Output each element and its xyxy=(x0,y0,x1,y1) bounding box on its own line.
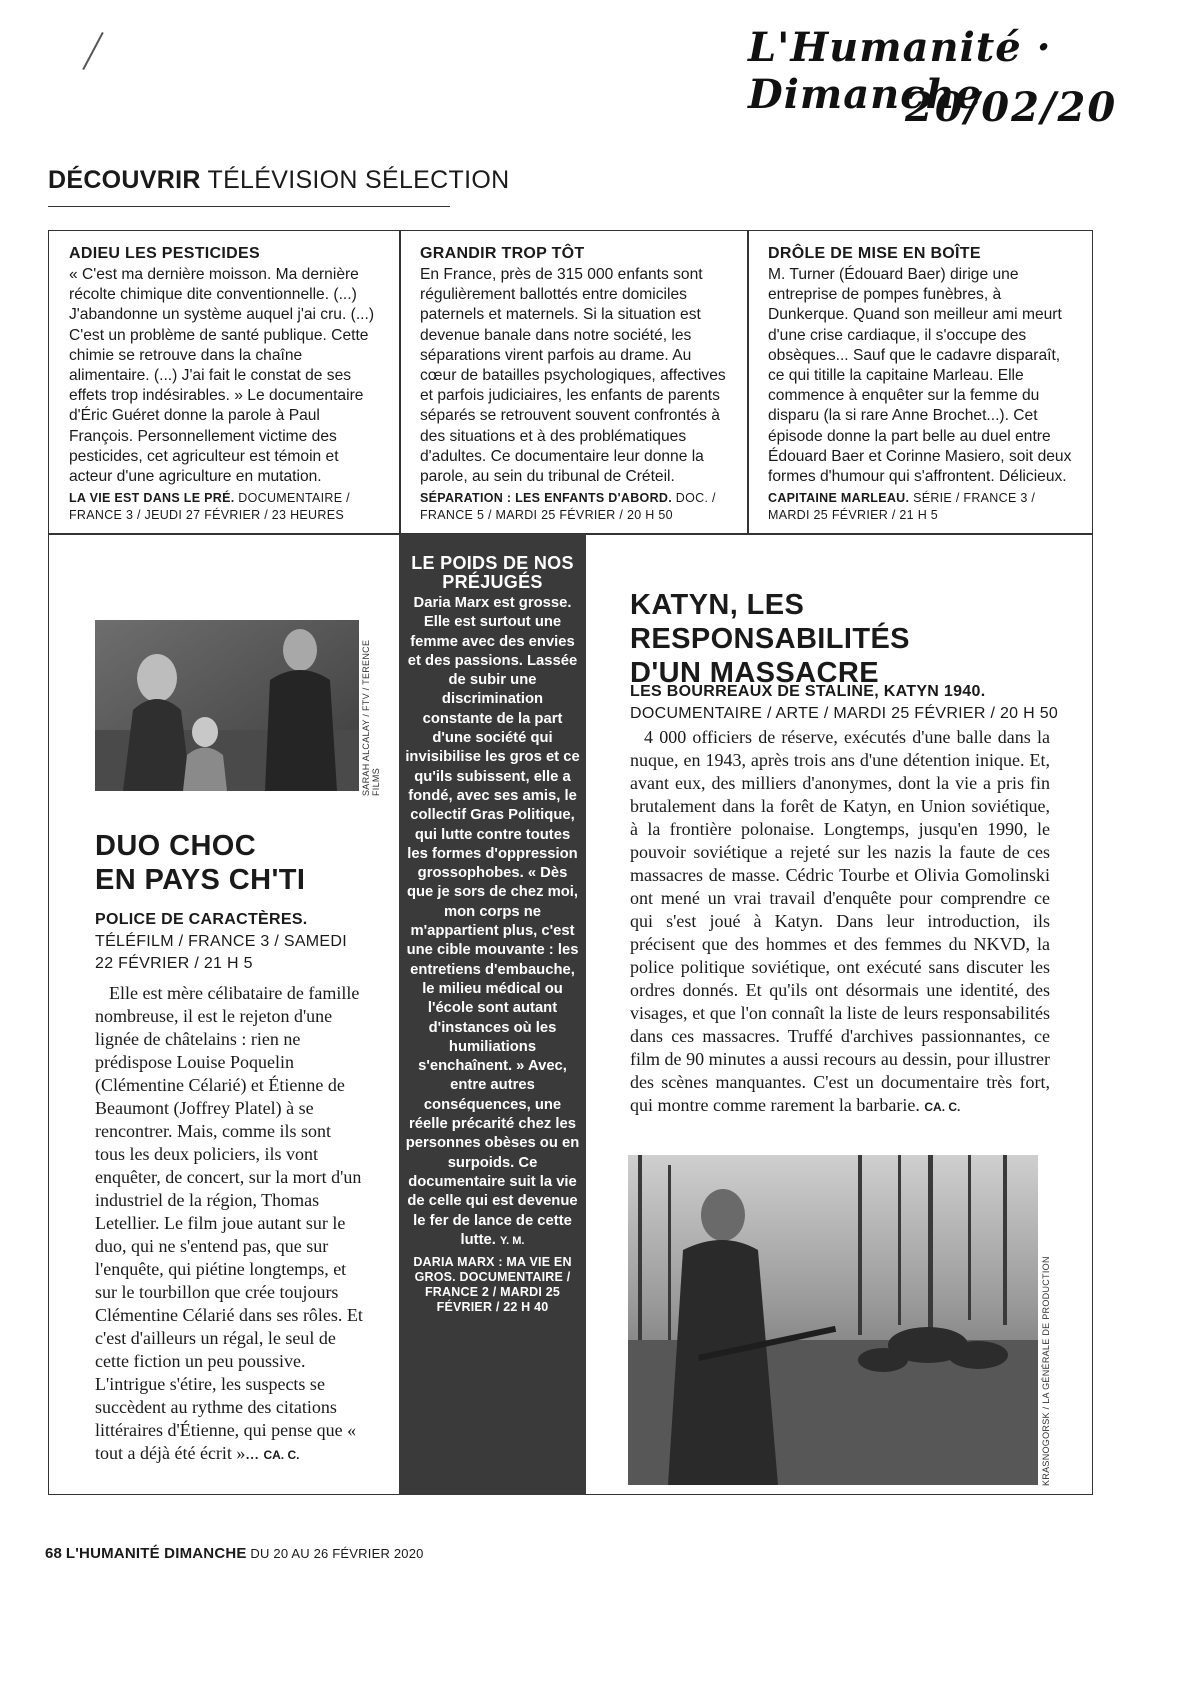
section-header xyxy=(48,166,509,195)
poids-caption: DARIA MARX : MA VIE EN GROS. DOCUMENTAIRE / FRANCE 2 / MARDI 25 FÉVRIER / 22 H 40 xyxy=(413,1255,572,1315)
poids-body xyxy=(405,594,580,1251)
duo-title-line: DUO CHOC xyxy=(95,830,257,862)
publication-name: L'HUMANITÉ DIMANCHE xyxy=(65,1545,247,1562)
article-caption xyxy=(768,490,1072,524)
caption-title: CAPITAINE MARLEAU. xyxy=(768,491,910,506)
article-title: GRANDIR TROP TÔT xyxy=(420,245,585,262)
duo-title-line: EN PAYS CH'TI xyxy=(95,864,306,896)
katyn-signature: CA. C. xyxy=(924,1100,961,1114)
page-footer xyxy=(45,1545,424,1562)
caption-details: DOC. / FRANCE 5 / MARDI 25 FÉVRIER / 20 H 50 xyxy=(420,491,716,523)
katyn-photo xyxy=(628,1155,1038,1485)
katyn-body xyxy=(630,726,1050,1119)
duo-photo-credit: SARAH ALCALAY / FTV / TERENCE FILMS xyxy=(361,639,381,796)
katyn-photo-image xyxy=(628,1155,1038,1485)
duo-subtitle-bold: POLICE DE CARACTÈRES. xyxy=(95,911,308,928)
katyn-photo-credit: KRASNOGORSK / LA GÉNÉRALE DE PRODUCTION xyxy=(1041,1256,1051,1486)
section-label: DÉCOUVRIR xyxy=(48,166,201,194)
duo-body xyxy=(95,982,363,1467)
duo-photo-image xyxy=(95,620,359,791)
caption-title: SÉPARATION : LES ENFANTS D'ABORD. xyxy=(420,491,673,506)
header-rule xyxy=(48,206,450,207)
handwritten-publication: L'Humanité · Dimanche xyxy=(748,24,1052,118)
article-caption xyxy=(420,490,728,524)
article-title: DRÔLE DE MISE EN BOÎTE xyxy=(768,245,981,262)
article-caption xyxy=(69,490,380,524)
poids-prejuges-column xyxy=(399,534,586,1495)
caption-title: LA VIE EST DANS LE PRÉ. xyxy=(69,491,235,506)
pen-stroke xyxy=(82,32,103,70)
duo-photo xyxy=(95,620,359,791)
poids-title: LE POIDS DE NOS PRÉJUGÉS xyxy=(411,553,574,592)
poids-signature: Y. M. xyxy=(500,1234,525,1247)
issue-dates: DU 20 AU 26 FÉVRIER 2020 xyxy=(250,1546,424,1561)
duo-body-text: Elle est mère célibataire de famille nombreuse, il est le rejeton d'une lignée de châtelains : rien ne prédispose Louise Poquelin (Clémentine Célarié) et Étienne de Beaumont (Joffrey Platel) à se rencontrer. Mais, comme ils sont tous les deux policiers, ils vont enquêter, de concert, sur la mort d'un industriel de la région, Thomas Letellier. Le film joue autant sur le duo, qui ne s'entend pas, que sur l'enquête, qui piétine longtemps, et sur le tourbillon que crée toujours Clémentine Célarié dans ses rôles. Et c'est d'ailleurs un régal, le seul de cette fiction un peu poussive. L'intrigue s'étire, les suspects se succèdent au rythme des citations littéraires d'Étienne, qui pense que « tout a déjà été écrit »... xyxy=(95,983,363,1463)
duo-subtitle xyxy=(95,909,365,975)
duo-title xyxy=(95,829,385,897)
katyn-title-line: D'UN MASSACRE xyxy=(630,657,879,689)
poids-body-text: Daria Marx est grosse. Elle est surtout une femme avec des envies et des passions. Lassée de subir une discrimination constante de la part d'une société qui invisibilise les gros et ce qu'ils subissent, elle a fondé, avec ses amis, le collectif Gras Politique, qui lutte contre toutes les formes d'oppression grossophobes. « Dès que je sors de chez moi, mon corps ne m'appartient plus, c'est une cible mouvante : les entretiens d'embauche, le milieu médical ou l'école sont autant d'instances où les humiliations s'enchaînent. » Avec, entre autres conséquences, une réelle précarité chez les personnes obèses ou en surpoids. Ce documentaire suit la vie de celle qui est devenue le fer de lance de cette lutte. xyxy=(405,595,580,1248)
duo-signature: CA. C. xyxy=(263,1448,300,1462)
caption-details: DOCUMENTAIRE / FRANCE 3 / JEUDI 27 FÉVRIER / 23 HEURES xyxy=(69,491,350,523)
article-body: En France, près de 315 000 enfants sont régulièrement ballottés entre domiciles paternels et maternels. Si la situation est devenue banale dans notre société, les séparations virent parfois au drame. Au cœur de batailles psychologiques, affectives et parfois judiciaires, les enfants de parents séparés se retrouvent souvent confrontés à des situations et à des problématiques d'adultes. Ce documentaire leur donne la parole, au sein du tribunal de Créteil. xyxy=(420,266,726,486)
section-subtitle: TÉLÉVISION SÉLECTION xyxy=(207,166,510,194)
page-number: 68 xyxy=(45,1545,63,1562)
article-title: ADIEU LES PESTICIDES xyxy=(69,245,260,262)
article-adieu-pesticides xyxy=(48,230,401,535)
katyn-subtitle-bold: LES BOURREAUX DE STALINE, KATYN 1940. xyxy=(630,683,986,700)
katyn-title-line: KATYN, LES RESPONSABILITÉS xyxy=(630,589,910,655)
article-grandir-trop-tot xyxy=(399,230,749,535)
article-body: M. Turner (Édouard Baer) dirige une entreprise de pompes funèbres, à Dunkerque. Quand son meilleur ami meurt d'une crise cardiaque, il s'occupe des obsèques... Sauf que le cadavre disparaît, ce qui titille la capitaine Marleau. Elle commence à enquêter sur la femme du disparu (la si rare Anne Brochet...). Cet épisode donne la part belle au duel entre Édouard Baer et Corinne Masiero, soit deux formes d'humour qui s'affrontent. Délicieux. xyxy=(768,266,1072,486)
article-drole-mise-en-boite xyxy=(747,230,1093,535)
katyn-body-text: 4 000 officiers de réserve, exécutés d'une balle dans la nuque, en 1943, après trois ans d'une détention inique. Et, avant eux, des milliers d'anonymes, dont la vie a pris fin brutalement dans la forêt de Katyn, en Union soviétique, à la frontière polonaise. Longtemps, jusqu'en 1990, le pouvoir soviétique a rejeté sur les nazis la faute de ces massacres de masse. Cédric Tourbe et Olivia Gomolinski ont mené un vrai travail d'enquête pour comprendre ce qui s'est joué à Katyn. Dans leur introduction, ils précisent que des hommes et des femmes du NKVD, la police politique soviétique, ont exécuté sans discuter les ordres donnés. Et qu'ils ont désormais une identité, des visages, et que l'on connaît la liste de leurs responsabilités dans ces massacres. Truffé d'archives passionnantes, ce film de 90 minutes a aussi recours au dessin, pour illustrer des scènes manquantes. C'est un documentaire très fort, qui montre comme rarement la barbarie. xyxy=(630,727,1050,1115)
katyn-title xyxy=(630,588,1070,690)
duo-subtitle-details: TÉLÉFILM / FRANCE 3 / SAMEDI 22 FÉVRIER / 21 H 5 xyxy=(95,933,348,972)
katyn-subtitle xyxy=(630,681,1070,725)
katyn-subtitle-details: DOCUMENTAIRE / ARTE / MARDI 25 FÉVRIER / 20 H 50 xyxy=(630,705,1059,722)
caption-details: SÉRIE / FRANCE 3 / MARDI 25 FÉVRIER / 21 H 5 xyxy=(768,491,1036,523)
handwritten-date: 20/02/20 xyxy=(905,84,1118,131)
article-body: « C'est ma dernière moisson. Ma dernière récolte chimique dite conventionnelle. (...) J'abandonne un système auquel j'ai cru. (...) C'est un problème de santé publique. Cette chimie se retrouve dans la chaîne alimentaire. (...) J'ai fait le constat de ses effets trop indésirables. » Le documentaire d'Éric Guéret donne la parole à Paul François. Personnellement victime des pesticides, cet agriculteur est témoin et acteur d'une agriculture en mutation. xyxy=(69,266,375,486)
